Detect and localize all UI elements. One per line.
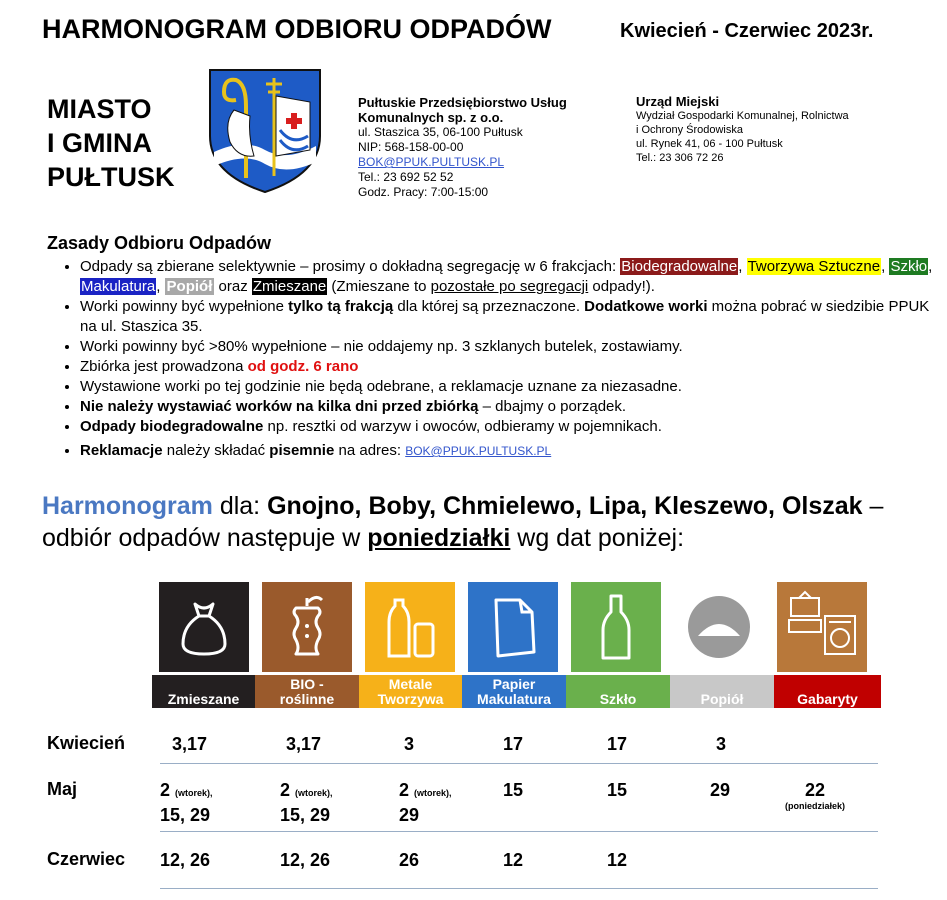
cell-may-ash: 29 xyxy=(710,780,731,800)
cell-may-mixed: 2 (wtorek), 15, 29 xyxy=(160,780,213,825)
office-phone: Tel.: 23 306 72 26 xyxy=(636,152,724,164)
rule-item: • Worki powinny być wypełnione tylko tą frakcją dla której są przeznaczone. Dodatkowe worki można pobrać w siedzibie PPUK na ul. Staszica 35. xyxy=(80,297,940,337)
tag-paper: Makulatura xyxy=(81,278,156,295)
cell-april-glass: 17 xyxy=(607,734,628,754)
apple-core-icon xyxy=(262,582,352,672)
month-label-june: Czerwiec xyxy=(47,849,126,869)
cell-may-bulky: 22 (poniedziałek) xyxy=(784,780,845,811)
city-line-2: I GMINA xyxy=(47,128,152,158)
cell-april-mixed: 3,17 xyxy=(172,734,208,754)
company-name-2: Komunalnych sp. z o.o. xyxy=(358,110,504,125)
month-label-april: Kwiecień xyxy=(47,733,126,753)
cell-may-metal: 2 (wtorek), 29 xyxy=(399,780,452,825)
tag-plastic: Tworzywa Sztuczne xyxy=(747,258,881,275)
row-divider xyxy=(160,763,878,764)
office-dept-1: Wydział Gospodarki Komunalnej, Rolnictwa xyxy=(636,110,849,122)
glass-bottle-icon xyxy=(571,582,661,672)
bulky-icon-box xyxy=(777,582,867,672)
cell-may-bio: 2 (wtorek), 15, 29 xyxy=(280,780,333,825)
cell-june-bio: 12, 26 xyxy=(280,850,331,870)
rules-heading: Zasady Odbioru Odpadów xyxy=(47,233,272,253)
category-bar-paper: Papier Makulatura xyxy=(462,675,566,708)
city-line-1: MIASTO xyxy=(47,94,152,124)
cell-may-paper: 15 xyxy=(503,780,524,800)
row-divider xyxy=(160,831,878,832)
cell-april-bio: 3,17 xyxy=(286,734,322,754)
city-name xyxy=(47,92,175,194)
cell-april-metal: 3 xyxy=(404,734,415,754)
schedule-heading: Harmonogram dla: Gnojno, Boby, Chmielewo, Lipa, Kleszewo, Olszak – odbiór odpadów następuje w poniedziałki wg dat poniżej: xyxy=(42,492,884,552)
category-bar-metal: Metale Tworzywa xyxy=(359,675,462,708)
rule-item: • Nie należy wystawiać worków na kilka dni przed zbiórką – dbajmy o porządek. xyxy=(80,397,940,417)
ash-icon-box xyxy=(674,582,764,672)
rule-item: • Zbiórka jest prowadzona od godz. 6 rano xyxy=(80,357,940,377)
office-info xyxy=(636,95,849,165)
tag-glass: Szkło xyxy=(890,258,928,275)
paper-icon xyxy=(468,582,558,672)
company-nip: NIP: 568-158-00-00 xyxy=(358,140,464,154)
office-dept-2: i Ochrony Środowiska xyxy=(636,124,743,136)
company-hours: Godz. Pracy: 7:00-15:00 xyxy=(358,185,489,199)
city-line-3: PUŁTUSK xyxy=(47,162,175,192)
company-info xyxy=(358,95,567,200)
tag-mixed: Zmieszane xyxy=(252,278,327,295)
furniture-icon xyxy=(777,582,867,672)
bottle-can-icon xyxy=(365,582,455,672)
office-name: Urząd Miejski xyxy=(636,94,720,109)
category-bar-mixed: Zmieszane xyxy=(152,675,255,708)
cell-april-ash: 3 xyxy=(716,734,727,754)
company-phone: Tel.: 23 692 52 52 xyxy=(358,170,454,184)
ash-pile-icon xyxy=(674,582,764,672)
office-address: ul. Rynek 41, 06 - 100 Pułtusk xyxy=(636,138,783,150)
rule-item: • Reklamacje należy składać pisemnie na adres: BOK@PPUK.PULTUSK.PL xyxy=(80,441,940,461)
period-label: Kwiecień - Czerwiec 2023r. xyxy=(620,20,874,42)
category-bar-ash: Popiół xyxy=(670,675,774,708)
coat-of-arms-icon xyxy=(206,66,324,194)
tag-ash: Popiół xyxy=(166,278,213,295)
page-title: HARMONOGRAM ODBIORU ODPADÓW xyxy=(42,14,552,44)
metal-plastic-icon-box xyxy=(365,582,455,672)
rule-item: • Wystawione worki po tej godzinie nie będą odebrane, a reklamacje uznane za niezasadne. xyxy=(80,377,940,397)
category-bar-bulky: Gabaryty xyxy=(774,675,881,708)
tag-bio: Biodegradowalne xyxy=(621,258,738,275)
mixed-waste-icon-box xyxy=(159,582,249,672)
cell-april-paper: 17 xyxy=(503,734,524,754)
cell-june-glass: 12 xyxy=(607,850,628,870)
complaint-email-link[interactable]: BOK@PPUK.PULTUSK.PL xyxy=(405,444,552,458)
cell-june-mixed: 12, 26 xyxy=(160,850,211,870)
rule-item: • Odpady biodegradowalne np. resztki od warzyw i owoców, odbieramy w pojemnikach. xyxy=(80,417,940,437)
company-name-1: Pułtuskie Przedsiębiorstwo Usług xyxy=(358,95,567,110)
rules-list xyxy=(60,257,940,461)
trash-bag-icon xyxy=(159,582,249,672)
rule-item: • Worki powinny być >80% wypełnione – nie oddajemy np. 3 szklanych butelek, zostawiamy. xyxy=(80,337,940,357)
month-label-may: Maj xyxy=(47,779,78,799)
bio-icon-box xyxy=(262,582,352,672)
cell-may-glass: 15 xyxy=(607,780,628,800)
cell-june-metal: 26 xyxy=(399,850,420,870)
company-address: ul. Staszica 35, 06-100 Pułtusk xyxy=(358,125,523,139)
company-email-link[interactable]: BOK@PPUK.PULTUSK.PL xyxy=(358,155,505,169)
category-bar-glass: Szkło xyxy=(566,675,670,708)
rule-item: • Odpady są zbierane selektywnie – prosimy o dokładną segregację w 6 frakcjach: Biodegradowalne, Tworzywa Sztuczne, Szkło, Makulatura, Popiół oraz Zmieszane (Zmieszane to pozostałe po segregacji odpady!). xyxy=(80,257,940,297)
row-divider xyxy=(160,888,878,889)
category-bar-bio: BIO - roślinne xyxy=(255,675,359,708)
paper-icon-box xyxy=(468,582,558,672)
cell-june-paper: 12 xyxy=(503,850,524,870)
glass-icon-box xyxy=(571,582,661,672)
